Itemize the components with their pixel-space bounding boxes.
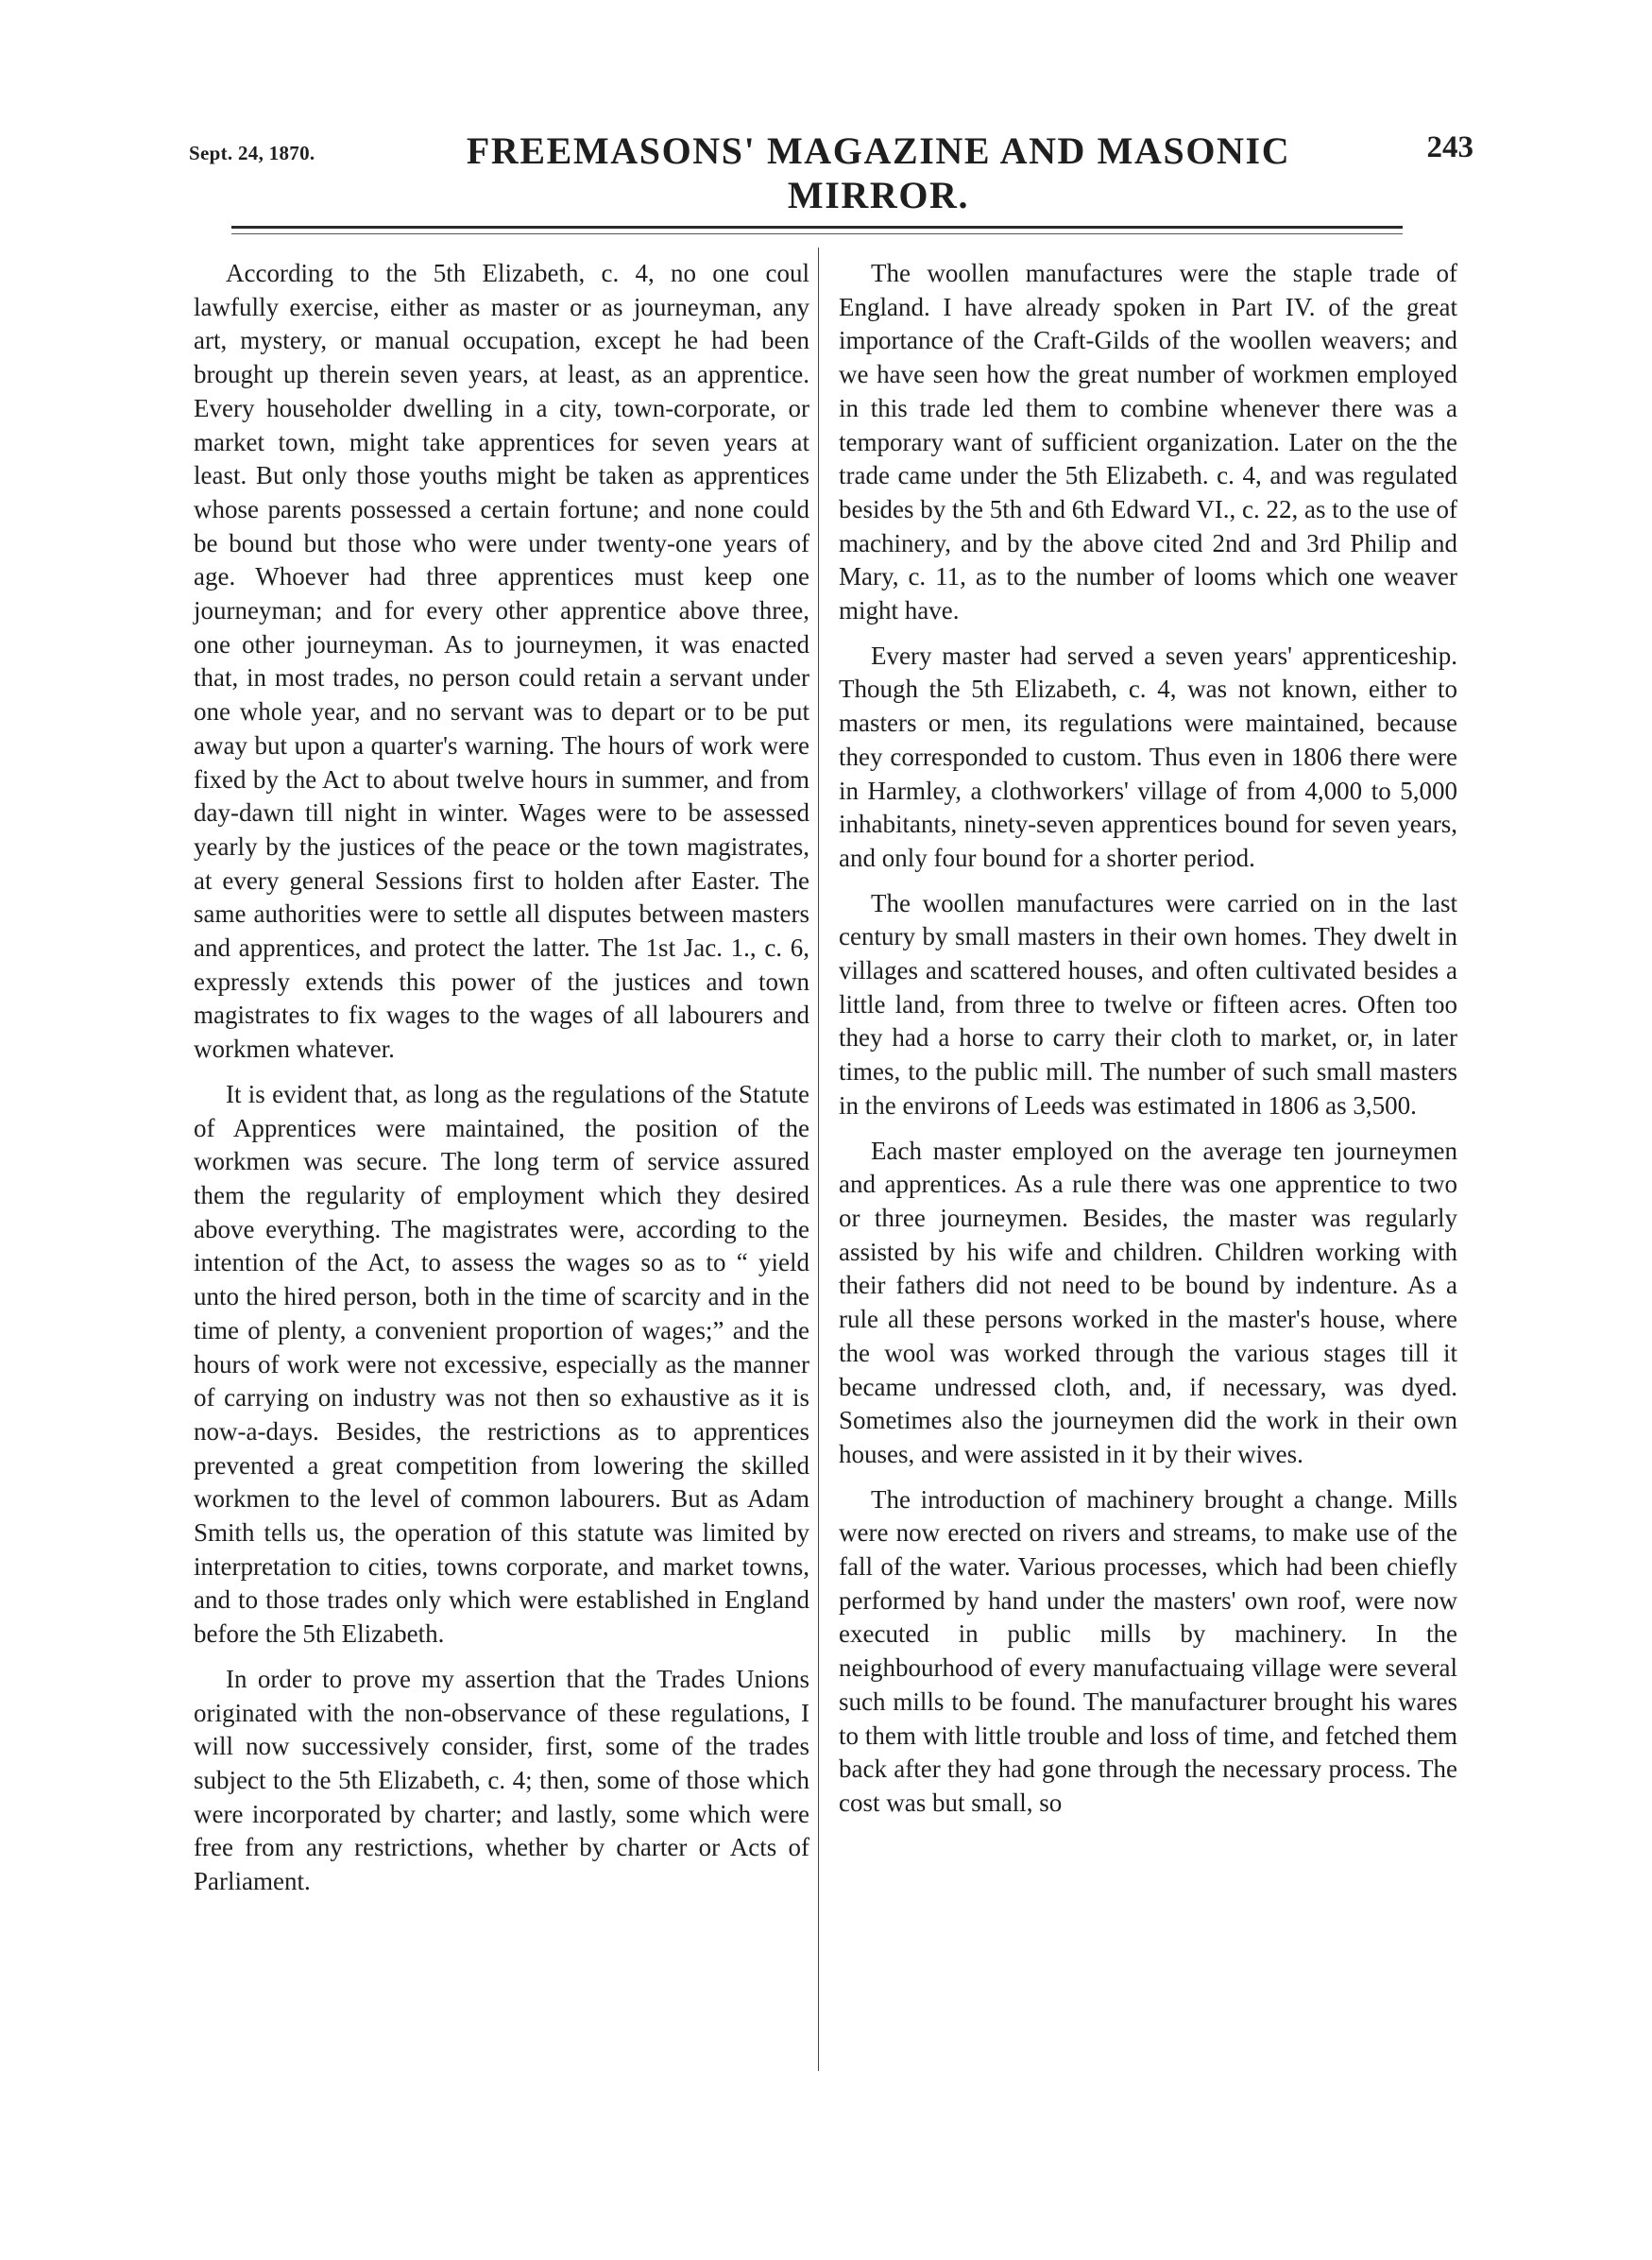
column-divider: [818, 248, 819, 2071]
paragraph: In order to prove my assertion that the Trades Unions originated with the non-observance of these regulations, I will now successively consider, first, some of the trades subject to the 5th Elizabeth, c. 4; then, some of those which were incorporated by charter; and lastly, some which were free from any restrictions, whether by charter or Acts of Parliament.: [194, 1664, 809, 1896]
paragraph: The woollen manufactures were carried on in the last century by small masters in their own homes. They dwelt in villages and scattered houses, and often cultivated besides a little land, from three to twelve or fifteen acres. Often too they had a horse to carry their cloth to market, or, in later times, to the public mill. The number of such small masters in the environs of Leeds was estimated in 1806 as 3,500.: [839, 888, 1457, 1120]
issue-date: Sept. 24, 1870.: [189, 142, 315, 164]
page-number: 243: [1426, 130, 1473, 164]
right-column: [839, 257, 1457, 1832]
left-column: [194, 257, 809, 1910]
header-rule-thick: [231, 226, 1403, 229]
paragraph: Every master had served a seven years' apprenticeship. Though the 5th Elizabeth, c. 4, was not known, either to masters or men, its regulations were maintained, because they corresponded to custom. Thus even in 1806 there were in Harmley, a clothworkers' village of from 4,000 to 5,000 inhabitants, ninety-seven apprentices bound for seven years, and only four bound for a shorter period.: [839, 641, 1457, 872]
paragraph: Each master employed on the average ten journeymen and apprentices. As a rule there was one apprentice to two or three journeymen. Besides, the master was regularly assisted by his wife and children. Children working with their fathers did not need to be bound by indenture. As a rule all these persons worked in the master's house, where the wool was worked through the various stages till it became undressed cloth, and, if necessary, was dyed. Sometimes also the journeymen did the work in their own houses, and were assisted in it by their wives.: [839, 1136, 1457, 1468]
paragraph: The woollen manufactures were the staple trade of England. I have already spoken in Part IV. of the great importance of the Craft-Gilds of the woollen weavers; and we have seen how the great number of workmen employed in this trade led them to combine whenever there was a temporary want of sufficient organization. Later on the the trade came under the 5th Elizabeth. c. 4, and was regulated besides by the 5th and 6th Edward VI., c. 22, as to the use of machinery, and by the above cited 2nd and 3rd Philip and Mary, c. 11, as to the number of looms which one weaver might have.: [839, 259, 1457, 625]
publication-title: FREEMASONS' MAGAZINE AND MASONIC MIRROR.: [466, 129, 1291, 216]
paragraph: The introduction of machinery brought a change. Mills were now erected on rivers and streams, to make use of the fall of the water. Various processes, which had been chiefly performed by hand under the masters' own roof, were now executed in public mills by machinery. In the neighbourhood of every manufactuaing village were several such mills to be found. The manufacturer brought his wares to them with little trouble and loss of time, and fetched them back after they had gone through the necessary process. The cost was but small, so: [839, 1484, 1457, 1817]
page-header: [189, 121, 1473, 216]
paragraph: It is evident that, as long as the regulations of the Statute of Apprentices were maintained, the position of the workmen was secure. The long term of service assured them the regularity of employment which they desired above everything. The magistrates were, according to the intention of the Act, to assess the wages so as to “ yield unto the hired person, both in the time of scarcity and in the time of plenty, a convenient proportion of wages;” and the hours of work were not excessive, especially as the manner of carrying on industry was not then so exhaustive as it is now-a-days. Besides, the restrictions as to apprentices prevented a great competition from lowering the skilled workmen to the level of common labourers. But as Adam Smith tells us, the operation of this statute was limited by interpretation to cities, towns corporate, and market towns, and to those trades only which were established in England before the 5th Elizabeth.: [194, 1079, 809, 1649]
header-rule-thin: [231, 233, 1403, 234]
paragraph: According to the 5th Elizabeth, c. 4, no one coul lawfully exercise, either as master or as journeyman, any art, mystery, or manual occupation, except he had been brought up therein seven years, at least, as an apprentice. Every householder dwelling in a city, town-corporate, or market town, might take apprentices for seven years at least. But only those youths might be taken as apprentices whose parents possessed a certain fortune; and none could be bound but those who were under twenty-one years of age. Whoever had three apprentices must keep one journeyman; and for every other apprentice above three, one other journeyman. As to journeymen, it was enacted that, in most trades, no person could retain a servant under one whole year, and no servant was to depart or to be put away but upon a quarter's warning. The hours of work were fixed by the Act to about twelve hours in summer, and from day-dawn till night in winter. Wages were to be assessed yearly by the justices of the peace or the town magistrates, at every general Sessions first to holden after Easter. The same authorities were to settle all disputes between masters and apprentices, and protect the latter. The 1st Jac. 1., c. 6, expressly extends this power of the justices and town magistrates to fix wages to the wages of all labourers and workmen whatever.: [194, 259, 809, 1064]
